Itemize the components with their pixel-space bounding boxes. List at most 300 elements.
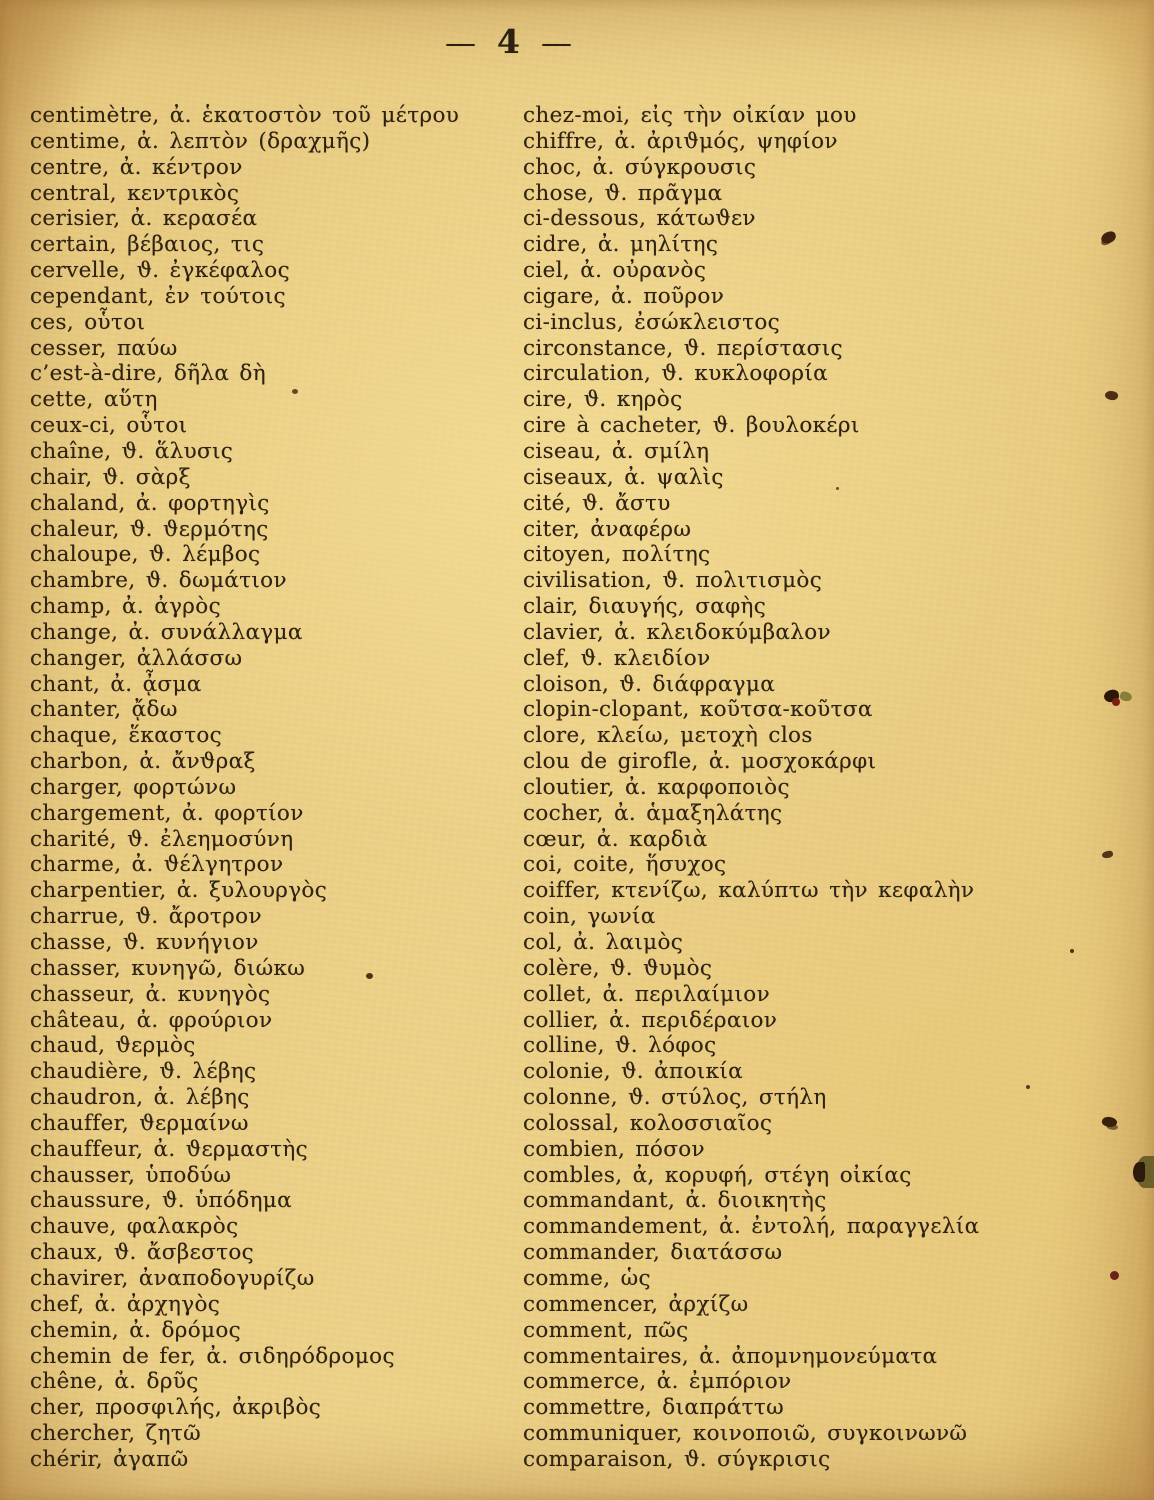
entry-separator: , xyxy=(579,723,597,749)
entry-translation: ϑ. πρᾶγμα xyxy=(604,180,723,206)
entry-separator: , xyxy=(597,1033,616,1059)
dictionary-entry xyxy=(523,594,1148,620)
dictionary-entry xyxy=(523,413,1148,439)
entry-term: circonstance xyxy=(523,335,667,361)
entry-term: chose xyxy=(523,180,588,206)
entry-separator: , xyxy=(596,619,615,645)
entry-translation: ϑ. ἀποικία xyxy=(621,1059,744,1085)
entry-term: coiffer xyxy=(523,878,594,904)
entry-separator: , xyxy=(644,1395,663,1421)
entry-term: cerisier xyxy=(30,206,114,232)
entry-term: chiffre xyxy=(523,128,598,154)
dictionary-entry xyxy=(30,310,522,336)
dictionary-entry xyxy=(30,1292,522,1318)
entry-term: charrue xyxy=(30,904,119,930)
entry-separator: , xyxy=(66,309,85,335)
paper-stain xyxy=(1112,698,1120,706)
entry-separator: , xyxy=(118,490,136,516)
paper-speck xyxy=(1070,949,1074,953)
entry-separator: , xyxy=(114,852,132,878)
entry-separator: , xyxy=(144,1188,162,1214)
entry-term: cire xyxy=(523,387,567,413)
entry-term: chaleur xyxy=(30,516,113,542)
entry-term: choc xyxy=(523,154,576,180)
entry-separator: , xyxy=(131,542,150,568)
dictionary-entry xyxy=(30,697,522,723)
entry-separator: , xyxy=(104,438,122,464)
entry-translation: ἀ. ποῦρον xyxy=(610,283,725,309)
entry-translation: κυνηγῶ, διώκω xyxy=(131,955,306,981)
dictionary-entry xyxy=(30,517,522,543)
entry-separator: , xyxy=(612,1110,630,1136)
entry-term: charme xyxy=(30,852,115,878)
entry-term: commencer xyxy=(523,1291,652,1317)
entry-separator: , xyxy=(96,1369,115,1395)
dictionary-entry xyxy=(523,878,1148,904)
entry-separator: , xyxy=(555,930,574,955)
entry-separator: , xyxy=(119,1007,137,1033)
entry-separator: , xyxy=(602,671,620,697)
entry-term: col xyxy=(523,930,556,955)
entry-term: champ xyxy=(30,594,105,620)
entry-term: ci-dessous xyxy=(523,206,640,232)
dictionary-entry xyxy=(30,1033,522,1059)
dictionary-entry xyxy=(30,232,522,258)
paper-speck xyxy=(1026,1085,1030,1089)
entry-separator: , xyxy=(164,800,182,826)
entry-separator: , xyxy=(159,878,177,904)
entry-term: chêne xyxy=(30,1369,97,1395)
dictionary-entry xyxy=(523,181,1148,207)
entry-term: cher xyxy=(30,1395,78,1421)
dictionary-entry xyxy=(30,827,522,853)
dictionary-entry xyxy=(523,1008,1148,1034)
entry-translation: κολοσσιαῖος xyxy=(629,1110,773,1136)
entry-term: clopin-clopant xyxy=(523,697,683,723)
dictionary-entry xyxy=(30,387,522,413)
entry-separator: , xyxy=(119,645,137,671)
dictionary-entry xyxy=(523,542,1148,568)
entry-translation: ζητῶ xyxy=(145,1421,201,1447)
entry-translation: ἀ. κέντρον xyxy=(119,154,243,180)
entry-term: charbon xyxy=(30,749,122,775)
dictionary-entry xyxy=(30,181,522,207)
entry-translation: οὗτοι xyxy=(84,309,146,335)
entry-separator: , xyxy=(85,464,103,490)
entry-term: chemin de fer xyxy=(30,1343,190,1369)
entry-separator: , xyxy=(105,930,123,955)
entry-translation: κοῦτσα-κοῦτσα xyxy=(699,697,873,723)
entry-term: central xyxy=(30,180,110,206)
entry-translation: ἀ. φρούριον xyxy=(136,1007,273,1033)
entry-separator: , xyxy=(575,154,593,180)
entry-translation: ἀ. ϑερμαστὴς xyxy=(153,1136,309,1162)
entry-translation: ἀ. διοικητὴς xyxy=(685,1188,827,1214)
entry-translation: ἀναποδογυρίζω xyxy=(138,1265,315,1291)
entry-term: chef xyxy=(30,1291,78,1317)
dictionary-entry xyxy=(523,1369,1148,1395)
entry-separator: , xyxy=(128,1421,146,1447)
entry-translation: ϑ. ἐλεημοσύνη xyxy=(127,826,294,852)
entry-term: change xyxy=(30,619,112,645)
entry-translation: ϑ. ἄσβεστος xyxy=(113,1240,255,1266)
dictionary-entry xyxy=(523,206,1148,232)
entry-separator: , xyxy=(109,180,128,206)
entry-term: charpentier xyxy=(30,878,160,904)
entry-term: collier xyxy=(523,1007,592,1033)
entry-separator: , xyxy=(616,309,635,335)
dictionary-entry xyxy=(30,568,522,594)
entry-translation: ϑ. ϑυμὸς xyxy=(610,955,713,981)
entry-separator: , xyxy=(639,206,657,232)
entry-term: commerce xyxy=(523,1369,640,1395)
dictionary-entry xyxy=(30,1008,522,1034)
dictionary-entry xyxy=(523,1214,1148,1240)
dictionary-entry xyxy=(30,904,522,930)
entry-term: comme xyxy=(523,1265,604,1291)
dictionary-entry xyxy=(30,103,522,129)
entry-separator: , xyxy=(113,206,131,232)
dictionary-entry xyxy=(523,1033,1148,1059)
entry-term: charité xyxy=(30,826,110,852)
entry-term: commander xyxy=(523,1240,653,1266)
entry-translation: ἀ. δρόμος xyxy=(129,1317,242,1343)
dictionary-entry xyxy=(523,620,1148,646)
entry-term: commettre xyxy=(523,1395,645,1421)
entry-term: chant xyxy=(30,671,93,697)
entry-separator: , xyxy=(142,1059,160,1085)
entry-translation: φορτώνω xyxy=(133,774,237,800)
header-dash-left: — xyxy=(445,25,478,61)
entry-term: certain xyxy=(30,232,110,258)
entry-separator: , xyxy=(666,335,684,361)
dictionary-entry xyxy=(30,1059,522,1085)
entry-translation: πόσον xyxy=(635,1136,705,1162)
entry-translation: ϑ. λέμβος xyxy=(149,542,261,568)
entry-term: cœur xyxy=(523,826,580,852)
entry-separator: , xyxy=(119,258,137,284)
dictionary-entry xyxy=(523,439,1148,465)
entry-separator: , xyxy=(691,749,709,775)
entry-translation: ἀ. σύγκρουσις xyxy=(592,154,757,180)
entry-separator: , xyxy=(585,981,603,1007)
dictionary-entry xyxy=(523,568,1148,594)
entry-translation: ἀ. μηλίτης xyxy=(597,232,719,258)
entry-translation: ἕκαστος xyxy=(128,723,223,749)
entry-separator: , xyxy=(604,542,623,568)
entry-translation: ἀ. ἐμπόριον xyxy=(656,1369,792,1395)
dictionary-entry xyxy=(30,1447,522,1473)
dictionary-entry xyxy=(523,697,1148,723)
entry-term: circulation xyxy=(523,361,644,387)
entry-separator: , xyxy=(610,1085,629,1111)
entry-separator: , xyxy=(86,387,104,413)
entry-translation: ὡς xyxy=(620,1265,651,1291)
dictionary-entry xyxy=(30,801,522,827)
paper-speck xyxy=(366,973,373,979)
entry-translation: ἀ. ἀρχηγὸς xyxy=(94,1291,221,1317)
entry-separator: , xyxy=(639,1369,657,1395)
entry-separator: , xyxy=(109,413,127,439)
entry-separator: , xyxy=(615,1162,633,1188)
entry-term: comment xyxy=(523,1317,627,1343)
dictionary-entry xyxy=(30,982,522,1008)
dictionary-entry xyxy=(523,852,1148,878)
entry-translation: ἀ. ἀπομνημονεύματα xyxy=(699,1343,938,1369)
dictionary-entry xyxy=(523,258,1148,284)
entry-term: chaud xyxy=(30,1033,99,1059)
entry-separator: , xyxy=(95,1446,114,1472)
entry-translation: ἀ. λέβης xyxy=(153,1085,250,1111)
entry-separator: , xyxy=(119,128,138,154)
entry-term: ci-inclus xyxy=(523,309,617,335)
entry-separator: , xyxy=(666,1446,684,1472)
entry-translation: κτενίζω, καλύπτω τὴν κεφαλὴν xyxy=(611,878,975,904)
entry-translation: ϑ. λόφος xyxy=(615,1033,717,1059)
entry-separator: , xyxy=(618,1136,636,1162)
entry-translation: ἀ. κερασέα xyxy=(130,206,258,232)
entry-separator: , xyxy=(92,671,111,697)
entry-term: chanter xyxy=(30,697,115,723)
entry-term: chaloupe xyxy=(30,542,132,568)
dictionary-entry xyxy=(523,336,1148,362)
entry-separator: , xyxy=(579,826,597,852)
entry-translation: ἀ. ᾆσμα xyxy=(110,671,202,697)
entry-translation: πολίτης xyxy=(622,542,711,568)
entry-translation: ἀ. οὐρανὸς xyxy=(580,258,707,284)
entry-term: chair xyxy=(30,464,86,490)
entry-translation: ϑ. ϑερμότης xyxy=(129,516,269,542)
entry-term: cigare xyxy=(523,283,594,309)
left-column xyxy=(30,103,522,1473)
entry-term: colonne xyxy=(523,1085,611,1111)
entry-separator: , xyxy=(695,413,713,439)
entry-translation: ἀ. ἀγρὸς xyxy=(121,594,221,620)
entry-separator: , xyxy=(652,1240,671,1266)
entry-term: clavier xyxy=(523,619,597,645)
entry-term: citer xyxy=(523,516,573,542)
entry-separator: , xyxy=(587,180,605,206)
entry-translation: ἀ. περιλαίμιον xyxy=(602,981,770,1007)
entry-separator: , xyxy=(99,335,117,361)
entry-separator: , xyxy=(152,103,170,128)
dictionary-entry xyxy=(30,1369,522,1395)
dictionary-entry xyxy=(30,594,522,620)
header-dash-right: — xyxy=(540,25,573,61)
dictionary-entry xyxy=(30,775,522,801)
entry-term: combien xyxy=(523,1136,619,1162)
entry-term: civilisation xyxy=(523,568,646,594)
entry-term: commandant xyxy=(523,1188,668,1214)
entry-separator: , xyxy=(623,103,641,128)
entry-separator: , xyxy=(113,955,132,981)
entry-separator: , xyxy=(128,981,146,1007)
dictionary-entry xyxy=(30,1085,522,1111)
entry-term: chercher xyxy=(30,1421,129,1447)
entry-term: clou de girofle xyxy=(523,749,692,775)
entry-separator: , xyxy=(566,387,584,413)
dictionary-entry xyxy=(523,1240,1148,1266)
dictionary-entry xyxy=(523,1111,1148,1137)
entry-translation: ϑ. κυκλοφορία xyxy=(661,361,829,387)
entry-translation: ϑ. σύγκρισις xyxy=(683,1446,831,1472)
entry-translation: ἀ. καρφοποιὸς xyxy=(625,774,790,800)
entry-translation: ϑ. σὰρξ xyxy=(102,464,191,490)
dictionary-entry xyxy=(523,1188,1148,1214)
entry-translation: ϑερμὸς xyxy=(115,1033,196,1059)
entry-term: chérir xyxy=(30,1446,96,1472)
entry-translation: ἀ. συνάλλαγμα xyxy=(128,619,303,645)
entry-translation: ἀγαπῶ xyxy=(113,1446,189,1472)
entry-separator: , xyxy=(109,1214,127,1240)
entry-separator: , xyxy=(102,154,120,180)
entry-separator: , xyxy=(115,774,134,800)
entry-term: chausser xyxy=(30,1162,129,1188)
entry-separator: , xyxy=(111,1317,130,1343)
entry-separator: , xyxy=(111,619,129,645)
entry-translation: κεντρικὸς xyxy=(127,180,240,206)
dictionary-entry xyxy=(523,646,1148,672)
entry-separator: , xyxy=(593,878,612,904)
entry-term: chauffeur xyxy=(30,1136,137,1162)
dictionary-entry xyxy=(523,1395,1148,1421)
entry-translation: ϑ. ἄροτρον xyxy=(135,904,262,930)
entry-separator: , xyxy=(104,594,122,620)
dictionary-entry xyxy=(523,129,1148,155)
dictionary-entry xyxy=(523,1292,1148,1318)
entry-translation: ἀ. ἁμαξηλάτης xyxy=(614,800,783,826)
entry-translation: ϑ. ἄστυ xyxy=(582,490,671,516)
entry-term: chemin xyxy=(30,1317,112,1343)
entry-translation: παύω xyxy=(116,335,178,361)
entry-separator: , xyxy=(122,749,140,775)
dictionary-entry xyxy=(30,258,522,284)
entry-separator: , xyxy=(701,1214,720,1240)
entry-separator: , xyxy=(147,283,165,309)
entry-term: changer xyxy=(30,645,120,671)
entry-translation: ἀναφέρω xyxy=(590,516,692,542)
page-header xyxy=(0,22,1018,61)
entry-translation: βέβαιος, τις xyxy=(127,232,265,258)
dictionary-entry xyxy=(30,672,522,698)
entry-translation: προσφιλής, ἀκριβὸς xyxy=(95,1395,322,1421)
entry-separator: , xyxy=(98,1033,116,1059)
entry-translation: ϑ. κυνήγιον xyxy=(122,930,259,955)
entry-translation: ἀ. φορτίον xyxy=(181,800,304,826)
entry-translation: ἀ. ϑέλγητρον xyxy=(131,852,284,878)
entry-term: commandement xyxy=(523,1214,702,1240)
dictionary-entry xyxy=(30,749,522,775)
dictionary-entry xyxy=(30,646,522,672)
entry-separator: , xyxy=(121,1265,139,1291)
dictionary-entry xyxy=(523,982,1148,1008)
entry-translation: διατάσσω xyxy=(670,1240,783,1266)
entry-translation: ϑ. διάφραγμα xyxy=(619,671,776,697)
entry-term: ceux-ci xyxy=(30,413,109,439)
entry-translation: ἀ. σιδηρόδρομος xyxy=(206,1343,395,1369)
entry-separator: , xyxy=(591,1007,610,1033)
dictionary-entry xyxy=(523,517,1148,543)
dictionary-entry xyxy=(30,1188,522,1214)
entry-translation: ϑ. ὑπόδημα xyxy=(162,1188,292,1214)
dictionary-entry xyxy=(523,723,1148,749)
entry-term: chaux xyxy=(30,1240,97,1266)
entry-separator: , xyxy=(603,1059,622,1085)
entry-translation: διαυγής, σαφὴς xyxy=(588,594,767,620)
entry-term: centimètre xyxy=(30,103,153,128)
entry-term: clef xyxy=(523,645,564,671)
entry-translation: ἀ. ἄνϑραξ xyxy=(139,749,256,775)
entry-separator: , xyxy=(96,1240,114,1266)
dictionary-entry xyxy=(523,930,1148,956)
dictionary-entry xyxy=(30,206,522,232)
dictionary-entry xyxy=(523,491,1148,517)
entry-term: cocher xyxy=(523,800,597,826)
dictionary-entry xyxy=(523,672,1148,698)
dictionary-entry xyxy=(30,155,522,181)
entry-term: chaîne xyxy=(30,438,105,464)
dictionary-entry xyxy=(30,1421,522,1447)
entry-term: collet xyxy=(523,981,586,1007)
dictionary-entry xyxy=(30,1318,522,1344)
entry-translation: ϑ. στύλος, στήλη xyxy=(628,1085,827,1111)
entry-separator: , xyxy=(593,283,611,309)
entry-separator: , xyxy=(682,697,700,723)
entry-separator: , xyxy=(603,1265,621,1291)
entry-translation: ἀ. λεπτὸν (δραχμῆς) xyxy=(137,128,371,154)
entry-translation: ἀ, κορυφή, στέγη οἰκίας xyxy=(632,1162,912,1188)
dictionary-entry xyxy=(523,1421,1148,1447)
dictionary-entry xyxy=(30,284,522,310)
entry-translation: ϑ. περίστασις xyxy=(683,335,843,361)
entry-term: chargement xyxy=(30,800,165,826)
entry-separator: , xyxy=(109,232,128,258)
entry-translation: αὕτη xyxy=(103,387,158,413)
entry-separator: , xyxy=(592,955,611,981)
entry-term: chauve xyxy=(30,1214,110,1240)
right-column xyxy=(523,103,1148,1473)
dictionary-entry xyxy=(30,1214,522,1240)
entry-translation: ϑ. πολιτισμὸς xyxy=(662,568,823,594)
entry-separator: , xyxy=(564,490,583,516)
entry-translation: ϑ. κλειδίον xyxy=(580,645,711,671)
dictionary-entry xyxy=(30,465,522,491)
entry-term: c’est-à-dire xyxy=(30,361,157,387)
dictionary-entry xyxy=(523,310,1148,336)
entry-translation: ἐν τούτοις xyxy=(164,283,286,309)
entry-term: château xyxy=(30,1007,120,1033)
entry-separator: , xyxy=(562,258,581,284)
entry-term: commentaires xyxy=(523,1343,682,1369)
paper-stain xyxy=(1110,1271,1119,1280)
entry-term: chaque xyxy=(30,723,112,749)
entry-translation: γωνία xyxy=(587,904,656,930)
dictionary-entry xyxy=(523,1266,1148,1292)
dictionary-entry xyxy=(30,878,522,904)
entry-term: cloutier xyxy=(523,774,608,800)
entry-separator: , xyxy=(114,697,132,723)
entry-translation: ἀ. ψαλὶς xyxy=(624,464,724,490)
entry-separator: , xyxy=(628,852,646,878)
entry-translation: ἀ. καρδιὰ xyxy=(596,826,708,852)
entry-separator: , xyxy=(597,128,615,154)
entry-term: ciseaux xyxy=(523,464,607,490)
entry-term: cloison xyxy=(523,671,603,697)
entry-separator: , xyxy=(594,438,612,464)
entry-translation: ἀλλάσσω xyxy=(136,645,243,671)
entry-separator: , xyxy=(109,826,128,852)
entry-separator: , xyxy=(606,464,625,490)
